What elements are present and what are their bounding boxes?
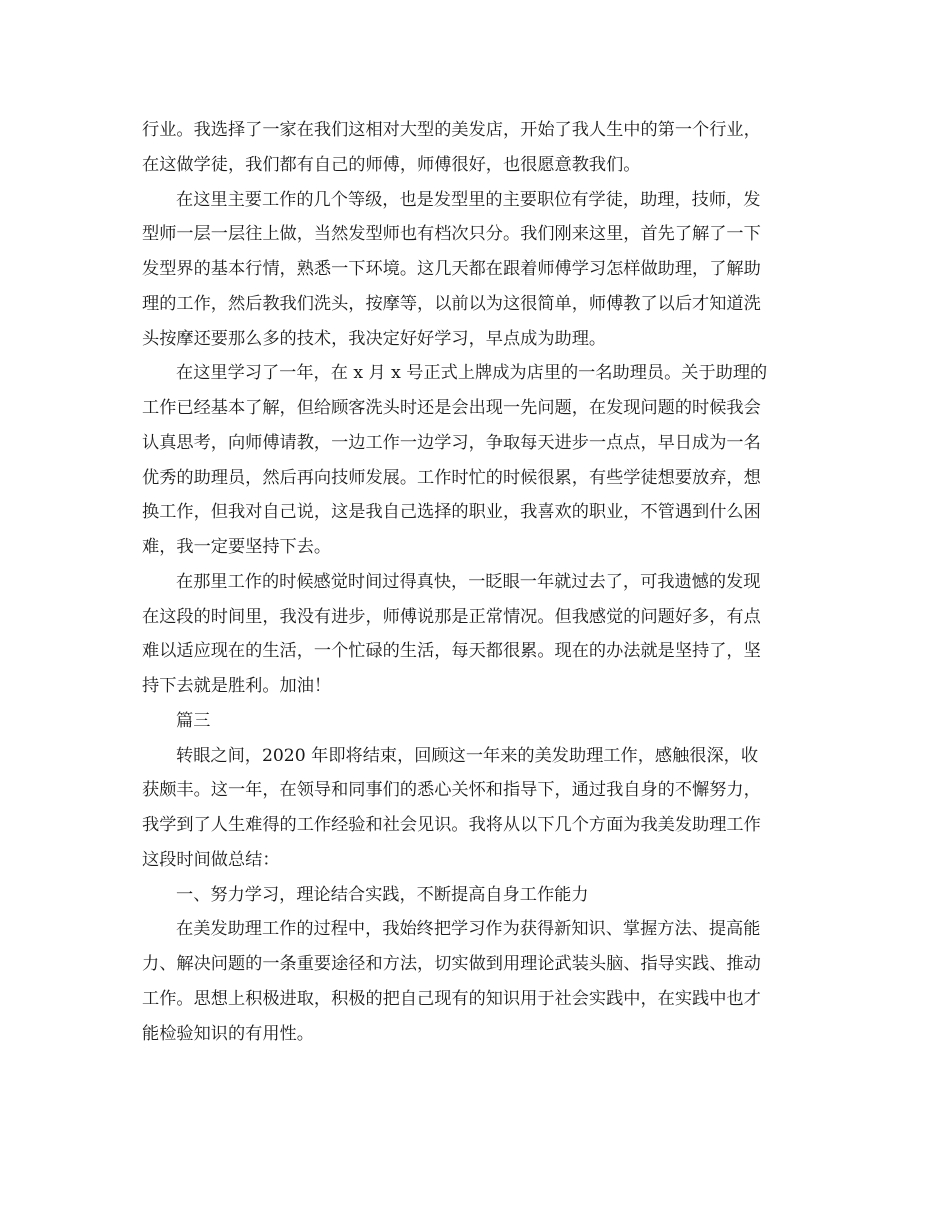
- text-line: 持下去就是胜利。加油！: [142, 676, 332, 696]
- text-line: 头按摩还要那么多的技术，我决定好好学习，早点成为助理。: [142, 328, 607, 349]
- text-line: 能检验知识的有用性。: [142, 1023, 314, 1044]
- text-line: 在这段的时间里，我没有进步，师傅说那是正常情况。但我感觉的问题好多，有点: [142, 606, 761, 627]
- text-line: 换工作，但我对自己说，这是我自己选择的职业，我喜欢的职业，不管遇到什么困: [142, 502, 761, 523]
- paragraph-start-line: 在那里工作的时候感觉时间过得真快，一眨眼一年就过去了，可我遗憾的发现: [176, 571, 761, 592]
- text-line: 工作。思想上积极进取，积极的把自己现有的知识用于社会实践中，在实践中也才: [142, 988, 761, 1009]
- text-line: 获颇丰。这一年，在领导和同事们的悉心关怀和指导下，通过我自身的不懈努力，: [142, 780, 761, 801]
- paragraph-start-line: 在这里主要工作的几个等级，也是发型里的主要职位有学徒，助理，技师，发: [176, 189, 761, 210]
- paragraph-start-line: 在美发助理工作的过程中，我始终把学习作为获得新知识、掌握方法、提高能: [176, 919, 761, 940]
- text-line: 理的工作，然后教我们洗头，按摩等，以前以为这很简单，师傅教了以后才知道洗: [142, 293, 761, 314]
- text-line: 发型界的基本行情，熟悉一下环境。这几天都在跟着师傅学习怎样做助理，了解助: [142, 259, 761, 279]
- document-body: [142, 113, 812, 1051]
- text-line: 优秀的助理员，然后再向技师发展。工作时忙的时候很累，有些学徒想要放弃，想: [142, 467, 761, 488]
- text-line: 难以适应现在的生活，一个忙碌的生活，每天都很累。现在的办法就是坚持了，坚: [142, 641, 761, 662]
- text-line: 力、解决问题的一条重要途径和方法，切实做到用理论武装头脑、指导实践、推动: [142, 954, 761, 974]
- text-line: 我学到了人生难得的工作经验和社会见识。我将从以下几个方面为我美发助理工作: [142, 815, 761, 835]
- text-line: 难，我一定要坚持下去。: [142, 537, 332, 557]
- text-line: 在这做学徒，我们都有自己的师傅，师傅很好，也很愿意教我们。: [142, 154, 641, 175]
- text-line: 这段时间做总结：: [142, 849, 280, 870]
- text-line: 工作已经基本了解，但给顾客洗头时还是会出现一先问题，在发现问题的时候我会: [142, 398, 761, 418]
- section-heading: 篇三: [176, 710, 211, 731]
- paragraph-start-line: 在这里学习了一年，在 x 月 x 号正式上牌成为店里的一名助理员。关于助理的: [176, 363, 768, 384]
- text-line: 型师一层一层往上做，当然发型师也有档次只分。我们刚来这里，首先了解了一下: [142, 224, 761, 245]
- text-line: 认真思考，向师傅请教，一边工作一边学习，争取每天进步一点点，早日成为一名: [142, 432, 761, 453]
- text-line: 行业。我选择了一家在我们这相对大型的美发店，开始了我人生中的第一个行业，: [142, 120, 761, 140]
- paragraph-start-line: 转眼之间，2020 年即将结束，回顾这一年来的美发助理工作，感触很深，收: [176, 745, 759, 766]
- subsection-heading: 一、努力学习，理论结合实践，不断提高自身工作能力: [176, 884, 589, 905]
